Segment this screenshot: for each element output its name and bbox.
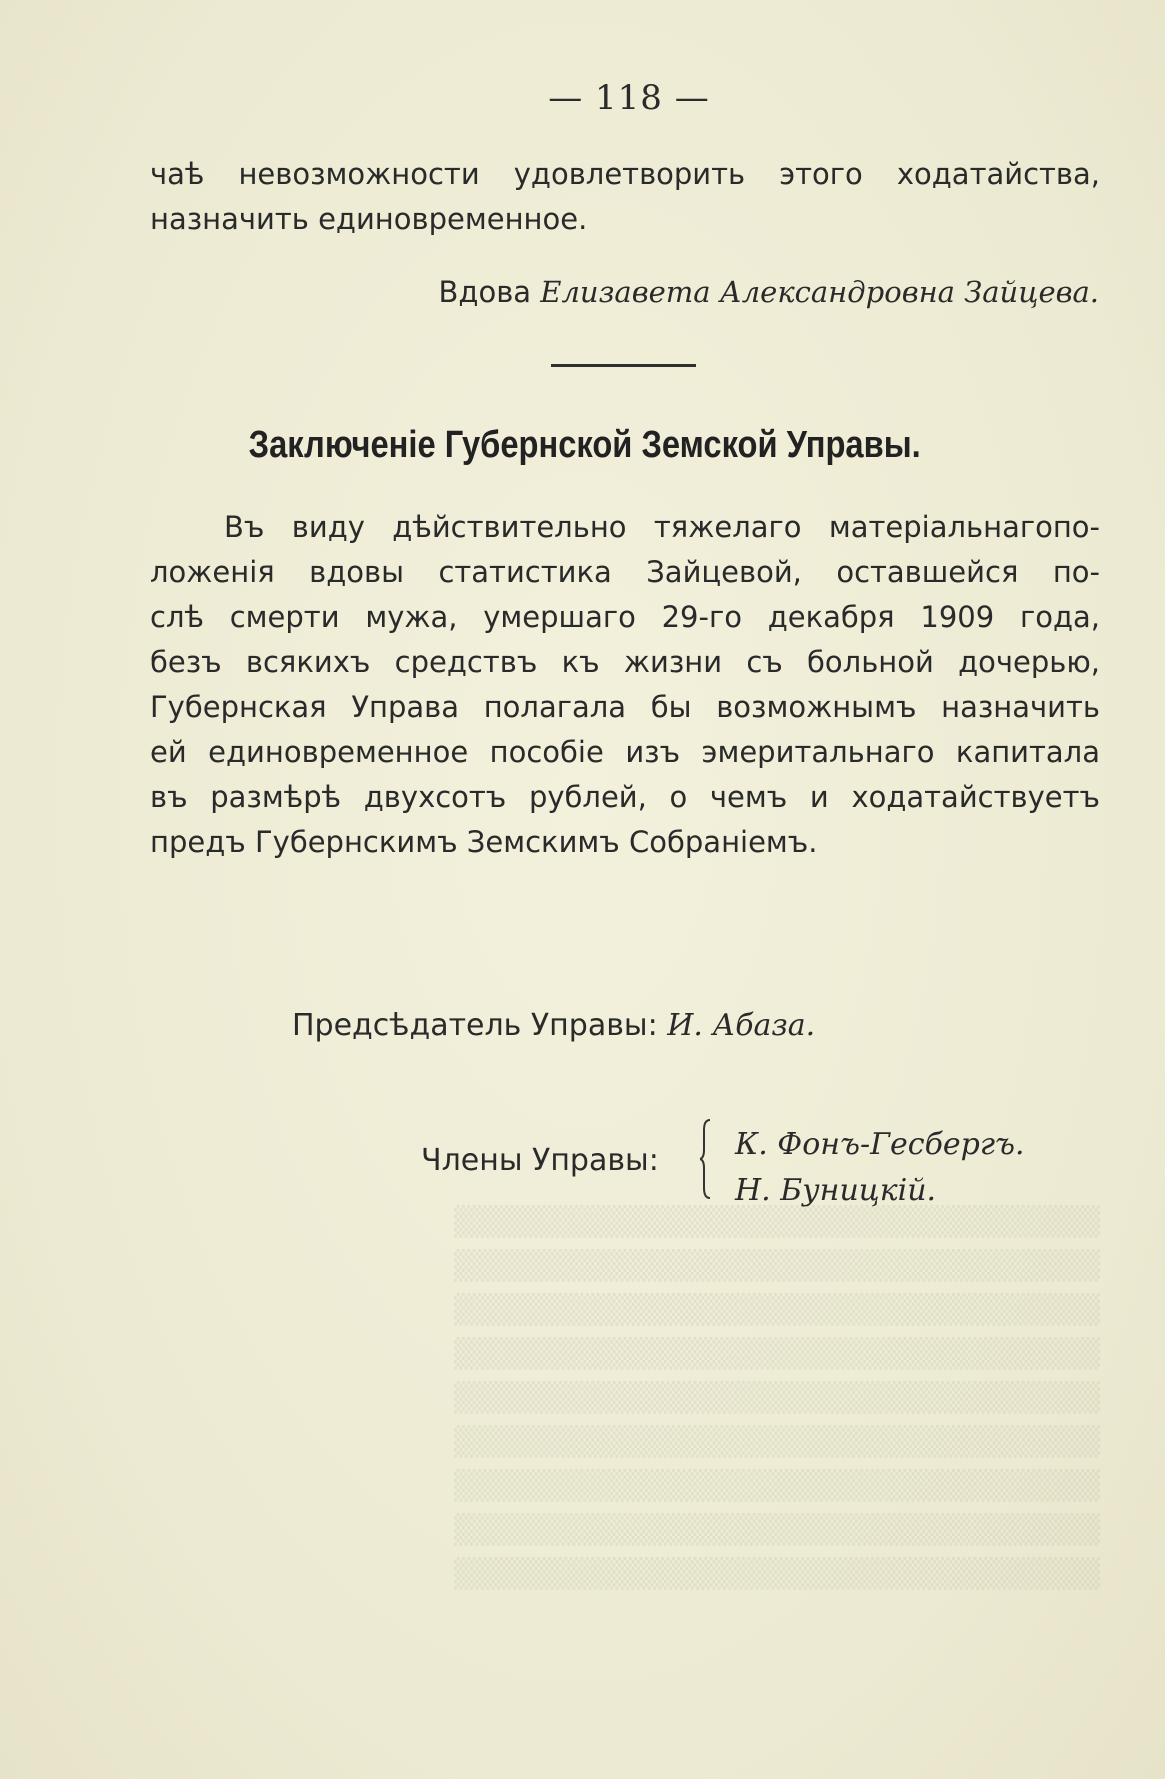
text-line: Въ виду дѣйствительно тяжелаго матеріальнагопо- bbox=[224, 510, 1100, 544]
signature-name: Елизавета Александровна Зайцева. bbox=[540, 275, 1099, 309]
text-line: въ размѣрѣ двухсотъ рублей, о чемъ и ходатайствуетъ bbox=[150, 780, 1100, 814]
petitioner-signature bbox=[439, 275, 1100, 309]
chairman-label: Предсѣдатель Управы: bbox=[292, 1008, 658, 1043]
text-line: ложенія вдовы статистика Зайцевой, оставшейся по- bbox=[150, 555, 1100, 589]
section-heading: Заключеніе Губернской Земской Управы. bbox=[248, 424, 921, 466]
text-line: безъ всякихъ средствъ къ жизни съ больной дочерью, bbox=[150, 645, 1100, 679]
section-divider bbox=[551, 364, 696, 367]
chairman-signature bbox=[292, 1008, 815, 1043]
text-line: назначить единовременное. bbox=[150, 202, 588, 236]
continuation-paragraph bbox=[150, 152, 1100, 242]
page-number: — 118 — bbox=[548, 78, 710, 118]
show-through-texture: ▒▒▒▒▒▒▒▒▒▒▒▒▒▒▒▒▒▒▒▒▒▒▒▒▒▒▒▒▒▒ ▒▒▒▒▒▒▒▒▒▒▒▒▒▒▒▒▒▒▒▒▒▒▒▒▒▒▒▒▒▒ ▒▒▒▒▒▒▒▒▒▒▒▒▒▒▒▒▒▒▒▒▒▒▒▒▒▒▒▒▒▒ ▒▒▒▒▒▒▒▒▒▒▒▒▒▒▒▒▒▒▒▒▒▒▒▒▒▒▒▒▒▒ ▒▒▒▒▒▒▒▒▒▒▒▒▒▒▒▒▒▒▒▒▒▒▒▒▒▒▒▒▒▒ ▒▒▒▒▒▒▒▒▒▒▒▒▒▒▒▒▒▒▒▒▒▒▒▒▒▒▒▒▒▒ ▒▒▒▒▒▒▒▒▒▒▒▒▒▒▒▒▒▒▒▒▒▒▒▒▒▒▒▒▒▒ ▒▒▒▒▒▒▒▒▒▒▒▒▒▒▒▒▒▒▒▒▒▒▒▒▒▒▒▒▒▒ ▒▒▒▒▒▒▒▒▒▒▒▒▒▒▒▒▒▒▒▒▒▒▒▒▒▒▒▒▒▒ bbox=[454, 1205, 1100, 1590]
text-line: ей единовременное пособіе изъ эмеритальнаго капитала bbox=[150, 735, 1100, 769]
chairman-name: И. Абаза. bbox=[667, 1008, 816, 1043]
text-line: слѣ смерти мужа, умершаго 29-го декабря 1909 года, bbox=[150, 600, 1100, 634]
conclusion-paragraph bbox=[150, 505, 1100, 865]
member-name: Н. Буницкій. bbox=[735, 1173, 937, 1208]
members-label: Члены Управы: bbox=[421, 1143, 659, 1178]
members-list bbox=[735, 1122, 1025, 1214]
brace-icon bbox=[700, 1118, 714, 1200]
member-name: К. Фонъ-Гесбергъ. bbox=[735, 1127, 1025, 1162]
signature-prefix: Вдова bbox=[438, 275, 532, 309]
text-line: предъ Губернскимъ Земскимъ Собраніемъ. bbox=[150, 825, 818, 859]
text-line: чаѣ невозможности удовлетворить этого ходатайства, bbox=[150, 157, 1100, 191]
text-line: Губернская Управа полагала бы возможнымъ назначить bbox=[150, 690, 1100, 724]
